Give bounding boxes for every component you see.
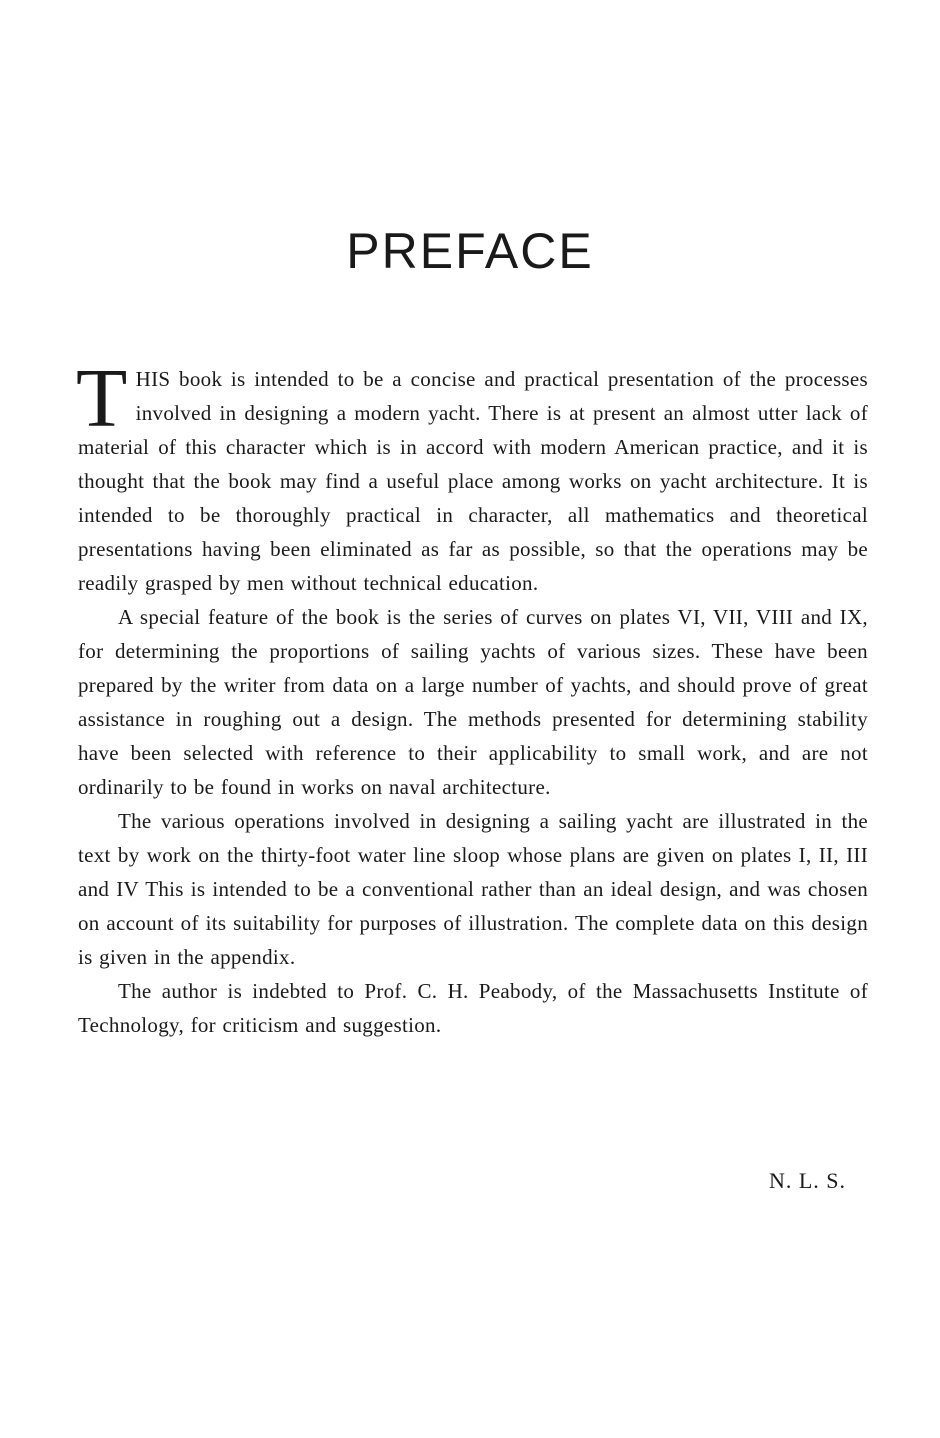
preface-paragraph-4: The author is indebted to Prof. C. H. Peabody, of the Massachusetts Institute of Technology, for criticism and suggestion.: [78, 979, 868, 1037]
preface-paragraph-1: [76, 352, 868, 600]
preface-paragraph-1-text: HIS book is intended to be a concise and practical presentation of the processes involved in designing a modern yacht. There is at present an almost utter lack of material of this character which is in accord with modern American practice, and it is thought that the book may find a useful place among works on yacht architecture. It is intended to be thoroughly practical in character, all mathematics and theoretical presentations having been eliminated as far as possible, so that the operations may be readily grasped by men without technical education.: [78, 367, 868, 595]
author-initials: N. L. S.: [768, 1168, 846, 1193]
preface-body: [76, 352, 868, 1042]
preface-paragraph-3: The various operations involved in designing a sailing yacht are illustrated in the text by work on the thirty-foot water line sloop whose plans are given on plates I, II, III and IV This is intended to be a conventional rather than an ideal design, and was chosen on account of its suitability for purposes of illustration. The complete data on this design is given in the appendix.: [78, 809, 868, 969]
drop-cap: T: [76, 352, 128, 445]
page-title: PREFACE: [346, 223, 594, 279]
preface-paragraph-2: A special feature of the book is the series of curves on plates VI, VII, VIII and IX, for determining the proportions of sailing yachts of various sizes. These have been prepared by the writer from data on a large number of yachts, and should prove of great assistance in roughing out a design. The methods presented for determining stability have been selected with reference to their applicability to small work, and are not ordinarily to be found in works on naval architecture.: [78, 605, 868, 799]
